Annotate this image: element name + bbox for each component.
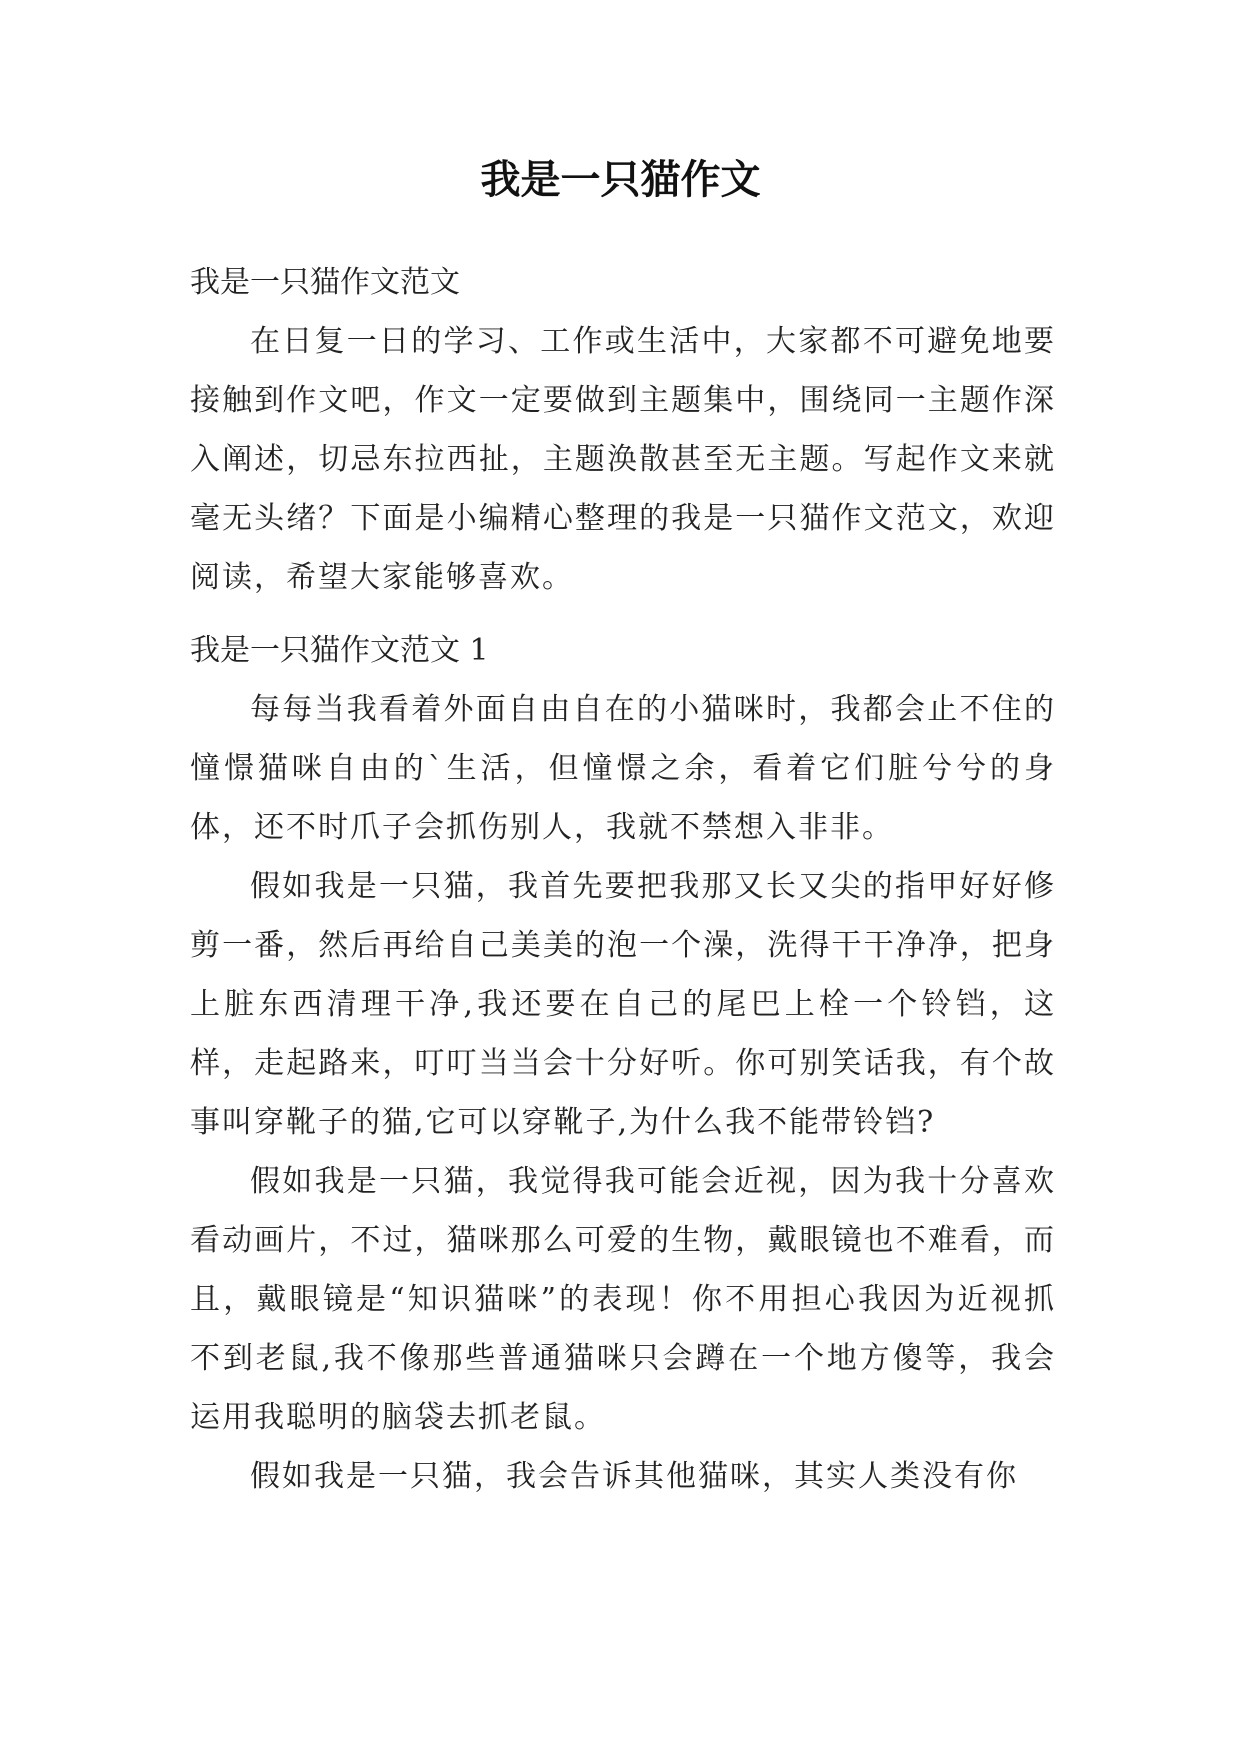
section-heading-essay-1: 我是一只猫作文范文 1 xyxy=(190,633,489,668)
intro-paragraph: 在日复一日的学习、工作或生活中，大家都不可避免地要接触到作文吧，作文一定要做到主题集中，围绕同一主题作深入阐述，切忌东拉西扯，主题涣散甚至无主题。写起作文来就毫无头绪？下面是小编精心整理的我是一只猫作文范文，欢迎阅读，希望大家能够喜欢。 xyxy=(190,324,1056,595)
section-heading-intro: 我是一只猫作文范文 xyxy=(190,265,460,300)
document-title: 我是一只猫作文 xyxy=(480,156,761,203)
essay-body xyxy=(190,680,1056,1506)
essay-paragraph-4: 假如我是一只猫，我会告诉其他猫咪，其实人类没有你 xyxy=(250,1459,1018,1494)
essay-paragraph-3: 假如我是一只猫，我觉得我可能会近视，因为我十分喜欢看动画片，不过，猫咪那么可爱的生物，戴眼镜也不难看，而且，戴眼镜是“知识猫咪”的表现！你不用担心我因为近视抓不到老鼠,我不像那些普通猫咪只会蹲在一个地方傻等，我会运用我聪明的脑袋去抓老鼠。 xyxy=(190,1164,1056,1435)
intro-block xyxy=(190,312,1056,607)
essay-paragraph-1: 每每当我看着外面自由自在的小猫咪时，我都会止不住的憧憬猫咪自由的`生活，但憧憬之余，看着它们脏兮兮的身体，还不时爪子会抓伤别人，我就不禁想入非非。 xyxy=(190,692,1056,845)
essay-paragraph-2: 假如我是一只猫，我首先要把我那又长又尖的指甲好好修剪一番，然后再给自己美美的泡一个澡，洗得干干净净，把身上脏东西清理干净,我还要在自己的尾巴上栓一个铃铛，这样，走起路来，叮叮当当会十分好听。你可别笑话我，有个故事叫穿靴子的猫,它可以穿靴子,为什么我不能带铃铛? xyxy=(190,869,1056,1140)
